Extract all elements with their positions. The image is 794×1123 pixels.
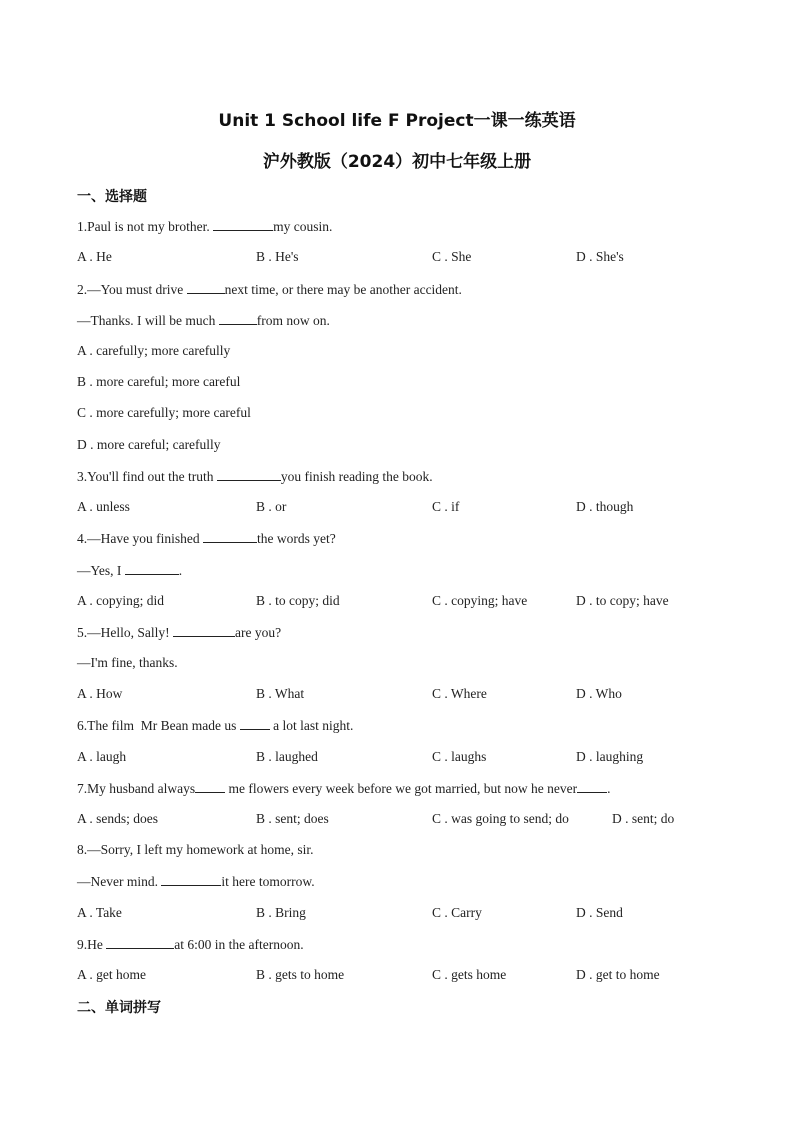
question-8: 8.—Sorry, I left my homework at home, sir. xyxy=(77,842,314,857)
section-heading-choice: 一、选择题 xyxy=(77,189,147,205)
title-line-2: 沪外教版（2024）初中七年级上册 xyxy=(262,152,532,172)
answer-blank xyxy=(577,779,607,793)
option-c: C . Where xyxy=(432,686,487,701)
question-1-options xyxy=(77,248,717,266)
question-3-options xyxy=(77,498,717,516)
question-4-line-2: —Yes, I . xyxy=(77,563,183,578)
answer-blank xyxy=(195,779,225,793)
option-a: A . copying; did xyxy=(77,593,164,608)
option-c: C . if xyxy=(432,499,460,514)
option-a: A . Take xyxy=(77,905,122,920)
question-2-line-2: —Thanks. I will be much from now on. xyxy=(77,313,330,328)
answer-blank xyxy=(173,623,235,637)
answer-blank xyxy=(187,280,225,294)
option-d: D . get to home xyxy=(576,967,660,982)
option-a: A . laugh xyxy=(77,749,127,764)
option-b: B . He's xyxy=(256,249,299,264)
option-b: B . Bring xyxy=(256,905,306,920)
option-c: C . laughs xyxy=(432,749,487,764)
option-d: D . Who xyxy=(576,686,622,701)
question-6-options xyxy=(77,748,717,766)
option-a: A . sends; does xyxy=(77,811,158,826)
option-c: C . was going to send; do xyxy=(432,811,569,826)
title-line-1: Unit 1 School life F Project一课一练英语 xyxy=(218,111,576,131)
question-7: 7.My husband always me flowers every week before we got married, but now he never . xyxy=(77,781,611,796)
option-d: D . more careful; carefully xyxy=(77,437,221,452)
answer-blank xyxy=(219,311,257,325)
question-7-options xyxy=(77,810,717,828)
question-4: 4.—Have you finished the words yet? xyxy=(77,531,336,546)
option-d: D . She's xyxy=(576,249,624,264)
option-b: B . laughed xyxy=(256,749,318,764)
question-3: 3.You'll find out the truth you finish reading the book. xyxy=(77,469,433,484)
option-d: D . to copy; have xyxy=(576,593,669,608)
option-b: B . gets to home xyxy=(256,967,345,982)
option-c: C . She xyxy=(432,249,472,264)
option-d: D . laughing xyxy=(576,749,644,764)
question-4-options xyxy=(77,592,717,610)
option-a: A . How xyxy=(77,686,123,701)
option-a: A . unless xyxy=(77,499,130,514)
option-d: D . though xyxy=(576,499,634,514)
answer-blank xyxy=(125,561,179,575)
option-a: A . carefully; more carefully xyxy=(77,343,231,358)
question-9: 9.He at 6:00 in the afternoon. xyxy=(77,937,304,952)
option-c: C . Carry xyxy=(432,905,482,920)
answer-blank xyxy=(240,716,270,730)
answer-blank xyxy=(161,872,221,886)
section-heading-spelling: 二、单词拼写 xyxy=(77,1000,161,1016)
question-5: 5.—Hello, Sally! are you? xyxy=(77,625,282,640)
question-6: 6.The film Mr Bean made us a lot last night. xyxy=(77,718,354,733)
answer-blank xyxy=(217,467,281,481)
answer-blank xyxy=(106,935,174,949)
question-9-options xyxy=(77,966,717,984)
option-a: A . He xyxy=(77,249,112,264)
option-d: D . sent; do xyxy=(612,811,675,826)
option-b: B . more careful; more careful xyxy=(77,374,241,389)
question-1: 1.Paul is not my brother. my cousin. xyxy=(77,219,333,234)
option-c: C . copying; have xyxy=(432,593,528,608)
answer-blank xyxy=(203,529,257,543)
option-b: B . sent; does xyxy=(256,811,329,826)
option-d: D . Send xyxy=(576,905,623,920)
option-b: B . to copy; did xyxy=(256,593,340,608)
question-5-options xyxy=(77,685,717,703)
question-2: 2.—You must drive next time, or there may be another accident. xyxy=(77,282,462,297)
question-8-line-2: —Never mind. it here tomorrow. xyxy=(77,874,315,889)
option-b: B . or xyxy=(256,499,287,514)
option-c: C . more carefully; more careful xyxy=(77,405,251,420)
option-b: B . What xyxy=(256,686,305,701)
option-c: C . gets home xyxy=(432,967,507,982)
option-a: A . get home xyxy=(77,967,146,982)
question-5-line-2: —I'm fine, thanks. xyxy=(77,655,178,670)
answer-blank xyxy=(213,217,273,231)
question-8-options xyxy=(77,904,717,922)
